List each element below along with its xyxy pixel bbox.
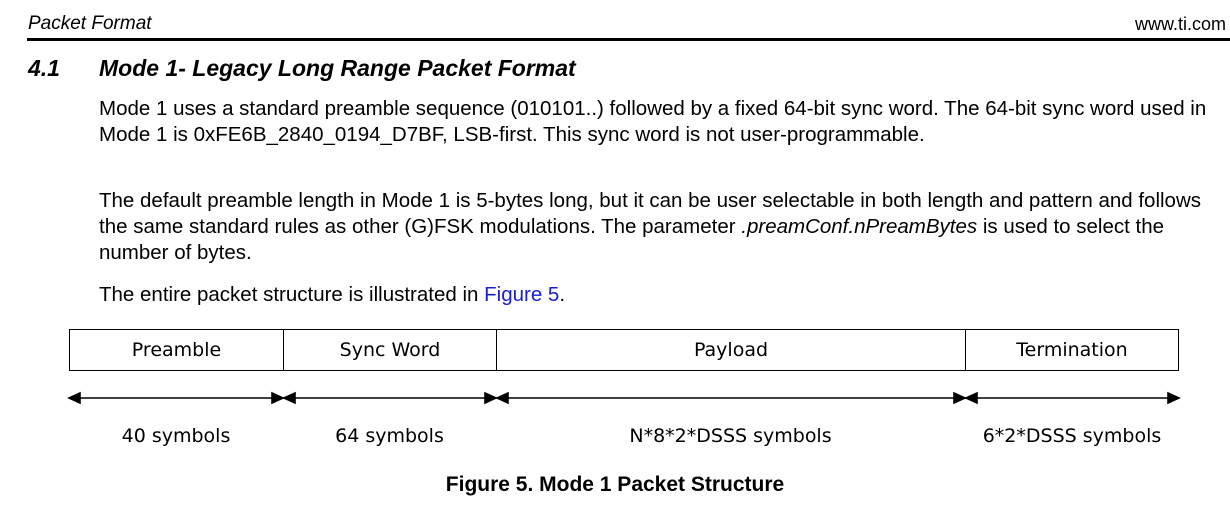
arrowhead-preamble-end [272, 393, 283, 403]
field-payload: Payload [497, 330, 966, 370]
header-site-link[interactable]: www.ti.com [1134, 14, 1226, 34]
symbols-preamble: 40 symbols [121, 425, 231, 447]
arrowhead-sync-end [485, 393, 496, 403]
parameter-name: .preamConf.nPreamBytes [741, 215, 978, 238]
arrowhead-payload-start [497, 393, 508, 403]
arrowhead-start [69, 393, 80, 403]
field-preamble: Preamble [70, 330, 284, 370]
symbols-termination: 6*2*DSSS symbols [982, 425, 1162, 447]
figure-caption: Figure 5. Mode 1 Packet Structure [445, 473, 785, 496]
length-arrows [0, 386, 1230, 410]
symbols-sync-word: 64 symbols [335, 425, 444, 447]
arrowhead-end [1168, 393, 1179, 403]
figure-5-link[interactable]: Figure 5 [484, 283, 560, 306]
paragraph-preamble [99, 188, 1219, 266]
paragraph-structure-text-2: . [559, 283, 566, 306]
header-rule [27, 38, 1230, 41]
arrowhead-sync-start [284, 393, 295, 403]
header-section-label: Packet Format [28, 13, 152, 34]
symbols-payload: N*8*2*DSSS symbols [629, 425, 832, 447]
arrowhead-payload-end [954, 393, 965, 403]
packet-structure-diagram [69, 329, 1179, 371]
field-sync-word: Sync Word [284, 330, 497, 370]
paragraph-preamble-text-2: is used to select the number of bytes. [99, 215, 1165, 264]
arrowhead-termination-start [966, 393, 977, 403]
paragraph-structure-text-1: The entire packet structure is illustrated in [99, 283, 485, 306]
paragraph-sync-word: Mode 1 uses a standard preamble sequence (010101..) followed by a fixed 64-bit sync word. The 64-bit sync word used in Mode 1 is 0xFE6B_2840_0194_D7BF, LSB-first. This sync word is not user-programmable. [99, 97, 1207, 146]
field-termination: Termination [1016, 339, 1128, 361]
paragraph-structure [99, 282, 1219, 308]
paragraph-preamble-text-1: The default preamble length in Mode 1 is 5-bytes long, but it can be user selectable in both length and pattern and follows the same standard rules as other (G)FSK modulations. The parameter [99, 189, 1202, 238]
section-title: Mode 1- Legacy Long Range Packet Format [99, 55, 576, 81]
section-number: 4.1 [28, 55, 60, 81]
